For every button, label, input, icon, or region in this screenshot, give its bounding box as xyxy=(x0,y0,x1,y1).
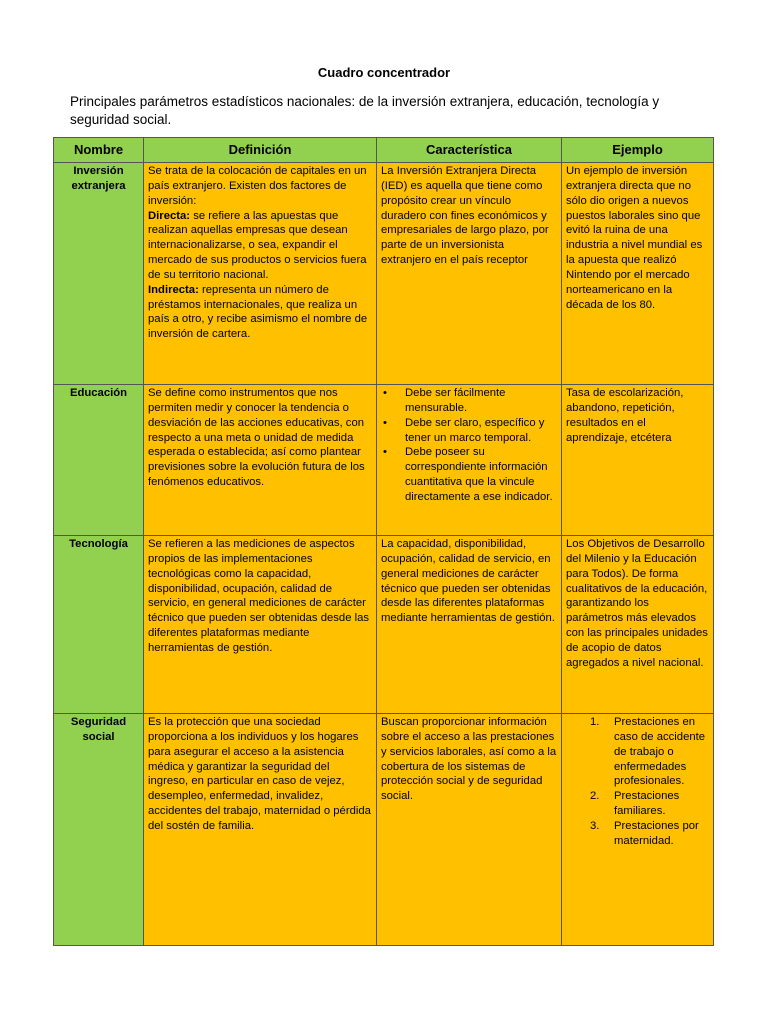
header-caracteristica: Característica xyxy=(377,138,562,163)
list-number: 3. xyxy=(590,819,600,832)
row-name: Inversión extranjera xyxy=(54,163,144,385)
ejemplo-list xyxy=(566,715,709,849)
caracteristica-cell: La Inversión Extranjera Directa (IED) es aquella que tiene como propósito crear un vínculo duradero con fines económicos y empresariales de largo plazo, por parte de un inversionista extranjero en el país receptor xyxy=(377,163,562,385)
definicion-intro: Se trata de la colocación de capitales en un país extranjero. Existen dos factores de inversión: xyxy=(148,165,367,207)
indirecta-label: Indirecta: xyxy=(148,283,199,296)
table-row xyxy=(54,163,714,385)
row-name: Seguridad social xyxy=(54,714,144,946)
definicion-cell: Es la protección que una sociedad proporciona a los individuos y los hogares para asegurar el acceso a la asistencia médica y garantizar la seguridad del ingreso, en particular en caso de vejez, desempleo, enfermedad, invalidez, accidentes del trabajo, maternidad o pérdida del sostén de familia. xyxy=(144,714,377,946)
table-row xyxy=(54,385,714,536)
ejemplo-cell: Tasa de escolarización, abandono, repetición, resultados en el aprendizaje, etcétera xyxy=(562,385,714,536)
definicion-cell xyxy=(144,163,377,385)
directa-text: se refiere a las apuestas que realizan aquellas empresas que desean internacionalizarse, o sea, expandir el mercado de sus productos o servicios fuera de su territorio nacional. xyxy=(148,209,367,281)
list-number: 1. xyxy=(590,716,600,728)
list-item: • Debe ser fácilmente mensurable. xyxy=(381,386,557,416)
definicion-cell: Se define como instrumentos que nos permiten medir y conocer la tendencia o desviación de las acciones educativas, con respecto a una meta o unidad de medida esperada o establecida; así como plantear previsiones sobre la evolución futura de los fenómenos educativos. xyxy=(144,385,377,536)
directa-label: Directa: xyxy=(148,209,191,222)
indirecta-text: representa un número de préstamos internacionales, que realiza un país a otro, y recibe asimismo el nombre de inversión de cartera. xyxy=(148,283,368,341)
header-nombre: Nombre xyxy=(54,138,144,163)
header-ejemplo: Ejemplo xyxy=(562,138,714,163)
definicion-cell: Se refieren a las mediciones de aspectos propios de las implementaciones tecnológicas como la capacidad, disponibilidad, ocupación, calidad de servicio, en general mediciones de carácter técnico que pueden ser obtenidas desde las diferentes plataformas mediante herramientas de gestión. xyxy=(144,536,377,714)
page-subtitle: Principales parámetros estadísticos nacionales: de la inversión extranjera, educación, tecnología y seguridad social. xyxy=(70,94,660,127)
header-definicion: Definición xyxy=(144,138,377,163)
ejemplo-cell xyxy=(562,714,714,946)
list-number: 2. xyxy=(590,790,600,803)
header-row xyxy=(54,138,714,163)
table-row xyxy=(54,714,714,946)
list-text: Prestaciones por maternidad. xyxy=(614,819,699,847)
table-row xyxy=(54,536,714,714)
page-title: Cuadro concentrador xyxy=(317,65,451,80)
list-text: Prestaciones familiares. xyxy=(614,790,680,818)
list-text: Prestaciones en caso de accidente de trabajo o enfermedades profesionales. xyxy=(614,716,706,788)
list-item: • Debe ser claro, específico y tener un marco temporal. xyxy=(381,416,557,446)
list-item: • Debe poseer su correspondiente información cuantitativa que la vincule directamente a ese indicador. xyxy=(381,445,557,504)
list-item xyxy=(566,715,709,789)
caracteristica-cell xyxy=(377,385,562,536)
caracteristica-list xyxy=(381,386,557,505)
caracteristica-cell: La capacidad, disponibilidad, ocupación, calidad de servicio, en general mediciones de carácter técnico que pueden ser obtenidas desde las diferentes plataformas mediante herramientas de gestión. xyxy=(377,536,562,714)
concentrator-table xyxy=(53,137,714,946)
row-name: Tecnología xyxy=(54,536,144,714)
ejemplo-cell: Un ejemplo de inversión extranjera directa que no sólo dio origen a nuevos puestos laborales sino que evitó la ruina de una industria a nivel mundial es la apuesta que realizó Nintendo por el mercado norteamericano en la década de los 80. xyxy=(562,163,714,385)
list-item xyxy=(566,789,709,819)
ejemplo-cell: Los Objetivos de Desarrollo del Milenio y la Educación para Todos). De forma cualitativos de la educación, garantizando los parámetros más elevados con las principales unidades de acopio de datos agregados a nivel nacional. xyxy=(562,536,714,714)
caracteristica-cell: Buscan proporcionar información sobre el acceso a las prestaciones y servicios laborales, así como a la cobertura de los sistemas de protección social y de seguridad social. xyxy=(377,714,562,946)
list-item xyxy=(566,819,709,849)
row-name: Educación xyxy=(54,385,144,536)
